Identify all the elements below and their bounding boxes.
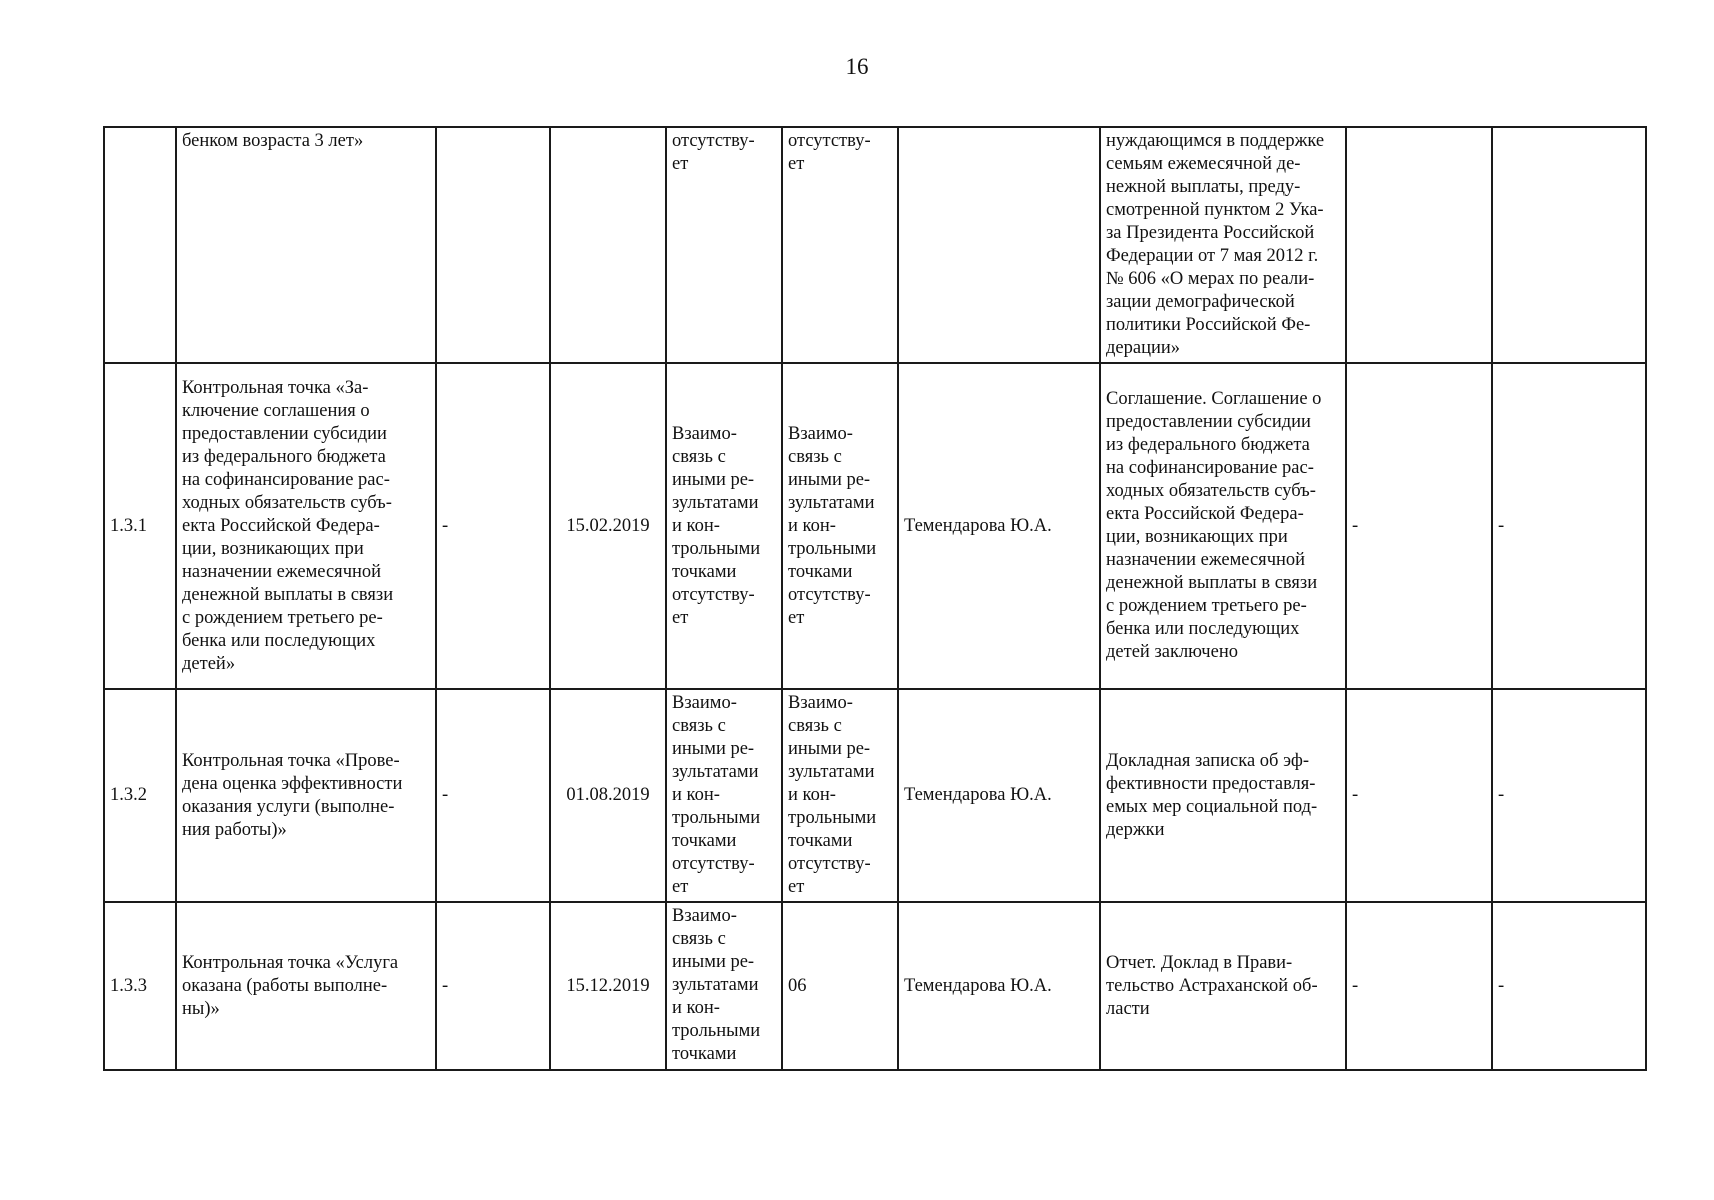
link-previous-cell: отсутству- ет xyxy=(666,127,782,363)
column-10-cell xyxy=(1492,127,1646,363)
column-3-cell: - xyxy=(436,689,550,902)
column-9-cell: - xyxy=(1346,902,1492,1070)
link-previous-cell: Взаимо- связь с иными ре- зультатами и кон- трольными точками отсутству- ет xyxy=(666,363,782,689)
link-previous-cell: Взаимо- связь с иными ре- зультатами и кон- трольными точками xyxy=(666,902,782,1070)
link-next-cell: Взаимо- связь с иными ре- зультатами и кон- трольными точками отсутству- ет xyxy=(782,363,898,689)
responsible-cell: Темендарова Ю.А. xyxy=(898,363,1100,689)
table-row xyxy=(104,902,1646,1070)
link-previous-cell: Взаимо- связь с иными ре- зультатами и кон- трольными точками отсутству- ет xyxy=(666,689,782,902)
column-10-cell: - xyxy=(1492,363,1646,689)
column-3-cell: - xyxy=(436,363,550,689)
row-number-cell: 1.3.3 xyxy=(104,902,176,1070)
column-10-cell: - xyxy=(1492,902,1646,1070)
date-cell: 15.02.2019 xyxy=(550,363,666,689)
column-3-cell: - xyxy=(436,902,550,1070)
date-cell xyxy=(550,127,666,363)
column-3-cell xyxy=(436,127,550,363)
table-row xyxy=(104,127,1646,363)
link-next-cell: 06 xyxy=(782,902,898,1070)
control-point-name-cell: бенком возраста 3 лет» xyxy=(176,127,436,363)
date-cell: 15.12.2019 xyxy=(550,902,666,1070)
row-number-cell: 1.3.2 xyxy=(104,689,176,902)
result-cell: Отчет. Доклад в Прави- тельство Астраханской об- ласти xyxy=(1100,902,1346,1070)
column-9-cell xyxy=(1346,127,1492,363)
result-cell: нуждающимся в поддержке семьям ежемесячной де- нежной выплаты, преду- смотренной пунктом 2 Ука- за Президента Российской Федерации от 7 мая 2012 г. № 606 «О мерах по реали- зации демографической политики Российской Фе- дерации» xyxy=(1100,127,1346,363)
date-cell: 01.08.2019 xyxy=(550,689,666,902)
control-point-name-cell: Контрольная точка «Прове- дена оценка эффективности оказания услуги (выполне- ния работы)» xyxy=(176,689,436,902)
control-point-name-cell: Контрольная точка «Услуга оказана (работы выполне- ны)» xyxy=(176,902,436,1070)
page-number: 16 xyxy=(845,54,869,79)
result-cell: Докладная записка об эф- фективности предоставля- емых мер социальной под- держки xyxy=(1100,689,1346,902)
result-cell: Соглашение. Соглашение о предоставлении субсидии из федерального бюджета на софинансирование рас- ходных обязательств субъ- екта Российской Федера- ции, возникающих при назначении ежемесячной денежной выплаты в связи с рождением третьего ре- бенка или последующих детей заключено xyxy=(1100,363,1346,689)
column-9-cell: - xyxy=(1346,363,1492,689)
responsible-cell: Темендарова Ю.А. xyxy=(898,689,1100,902)
column-9-cell: - xyxy=(1346,689,1492,902)
control-points-table xyxy=(103,126,1647,1071)
row-number-cell: 1.3.1 xyxy=(104,363,176,689)
column-10-cell: - xyxy=(1492,689,1646,902)
row-number-cell xyxy=(104,127,176,363)
table-row xyxy=(104,689,1646,902)
responsible-cell: Темендарова Ю.А. xyxy=(898,902,1100,1070)
control-point-name-cell: Контрольная точка «За- ключение соглашения о предоставлении субсидии из федерального бюджета на софинансирование рас- ходных обязательств субъ- екта Российской Федера- ции, возникающих при назначении ежемесячной денежной выплаты в связи с рождением третьего ре- бенка или последующих детей» xyxy=(176,363,436,689)
link-next-cell: отсутству- ет xyxy=(782,127,898,363)
table-row xyxy=(104,363,1646,689)
responsible-cell xyxy=(898,127,1100,363)
link-next-cell: Взаимо- связь с иными ре- зультатами и кон- трольными точками отсутству- ет xyxy=(782,689,898,902)
